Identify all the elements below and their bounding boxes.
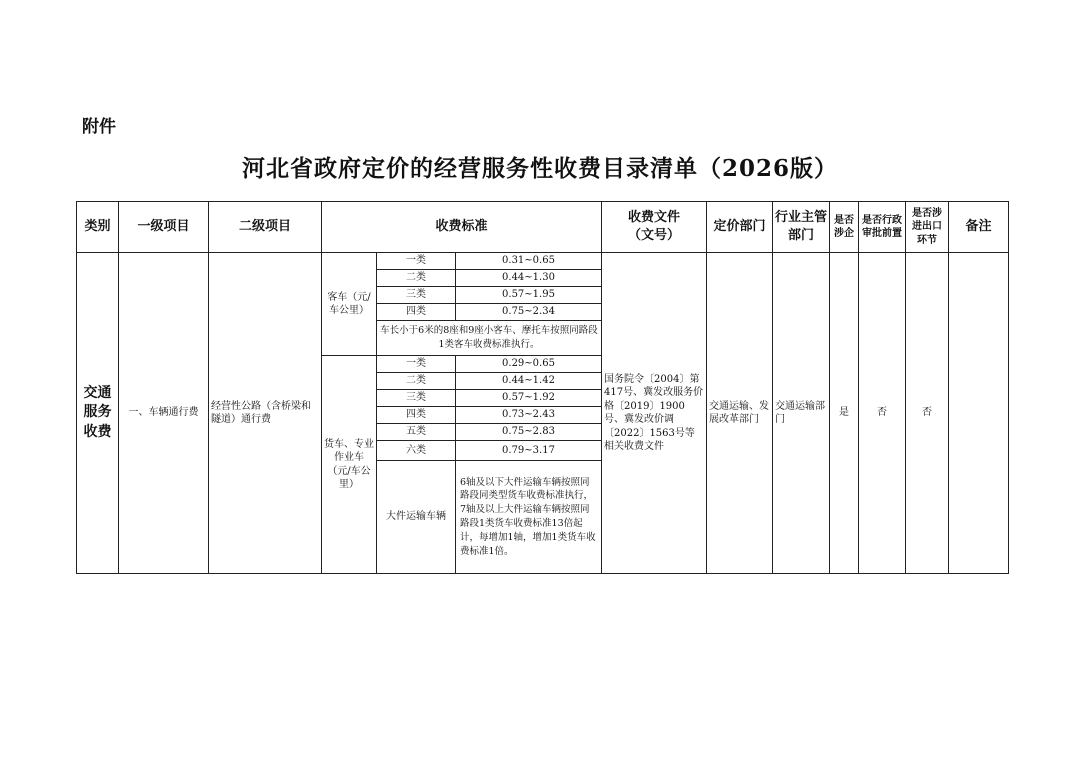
remark-cell <box>948 252 1009 574</box>
truck-class-rate: 0.73~2.43 <box>455 406 602 424</box>
document-cell: 国务院令〔2004〕第417号、冀发改服务价格〔2019〕1900号、冀发改价调〔2022〕1563号等相关收费文件 <box>601 252 707 574</box>
header-industry-dept: 行业主管部门 <box>772 201 830 253</box>
passenger-class-name: 四类 <box>376 303 456 321</box>
truck-class-name: 二类 <box>376 372 456 390</box>
truck-class-name: 五类 <box>376 423 456 441</box>
enterprise-cell: 是 <box>829 252 859 574</box>
header-level2: 二级项目 <box>208 201 322 253</box>
truck-class-rate: 0.29~0.65 <box>455 355 602 373</box>
oversize-note: 6轴及以下大件运输车辆按照同路段同类型货车收费标准执行，7轴及以上大件运输车辆按照同路段1类货车收费标准13倍起计，每增加1轴，增加1类货车收费标准1倍。 <box>455 460 602 574</box>
import-export-cell: 否 <box>905 252 949 574</box>
truck-class-rate: 0.44~1.42 <box>455 372 602 390</box>
header-enterprise: 是否涉企 <box>829 201 859 253</box>
truck-class-rate: 0.75~2.83 <box>455 423 602 441</box>
truck-class-rate: 0.79~3.17 <box>455 440 602 461</box>
header-standard: 收费标准 <box>321 201 602 253</box>
level1-cell: 一、车辆通行费 <box>118 252 209 574</box>
passenger-class-rate: 0.75~2.34 <box>455 303 602 321</box>
passenger-note: 车长小于6米的8座和9座小客车、摩托车按照同路段1类客车收费标准执行。 <box>376 320 602 356</box>
passenger-class-name: 二类 <box>376 269 456 287</box>
passenger-class-rate: 0.31~0.65 <box>455 252 602 270</box>
passenger-class-name: 三类 <box>376 286 456 304</box>
header-pricing-dept: 定价部门 <box>706 201 773 253</box>
header-category: 类别 <box>76 201 119 253</box>
passenger-class-name: 一类 <box>376 252 456 270</box>
industry-dept-cell: 交通运输部门 <box>772 252 830 574</box>
truck-class-name: 三类 <box>376 389 456 407</box>
attachment-label: 附件 <box>82 117 116 137</box>
page-title: 河北省政府定价的经营服务性收费目录清单（2026版） <box>241 155 838 182</box>
passenger-class-rate: 0.44~1.30 <box>455 269 602 287</box>
pricing-dept-cell: 交通运输、发展改革部门 <box>706 252 773 574</box>
passenger-class-rate: 0.57~1.95 <box>455 286 602 304</box>
truck-class-rate: 0.57~1.92 <box>455 389 602 407</box>
truck-class-name: 六类 <box>376 440 456 461</box>
category-cell: 交通服务收费 <box>76 252 119 574</box>
header-approval: 是否行政审批前置 <box>858 201 906 253</box>
header-level1: 一级项目 <box>118 201 209 253</box>
oversize-label: 大件运输车辆 <box>376 460 456 574</box>
passenger-label: 客车（元/车公里） <box>321 252 377 356</box>
truck-class-name: 一类 <box>376 355 456 373</box>
level2-cell: 经营性公路（含桥梁和隧道）通行费 <box>208 252 322 574</box>
header-import-export: 是否涉进出口环节 <box>905 201 949 253</box>
header-document: 收费文件（文号） <box>601 201 707 253</box>
approval-cell: 否 <box>858 252 906 574</box>
truck-label: 货车、专业作业车（元/车公里） <box>321 355 377 574</box>
truck-class-name: 四类 <box>376 406 456 424</box>
header-remark: 备注 <box>948 201 1009 253</box>
